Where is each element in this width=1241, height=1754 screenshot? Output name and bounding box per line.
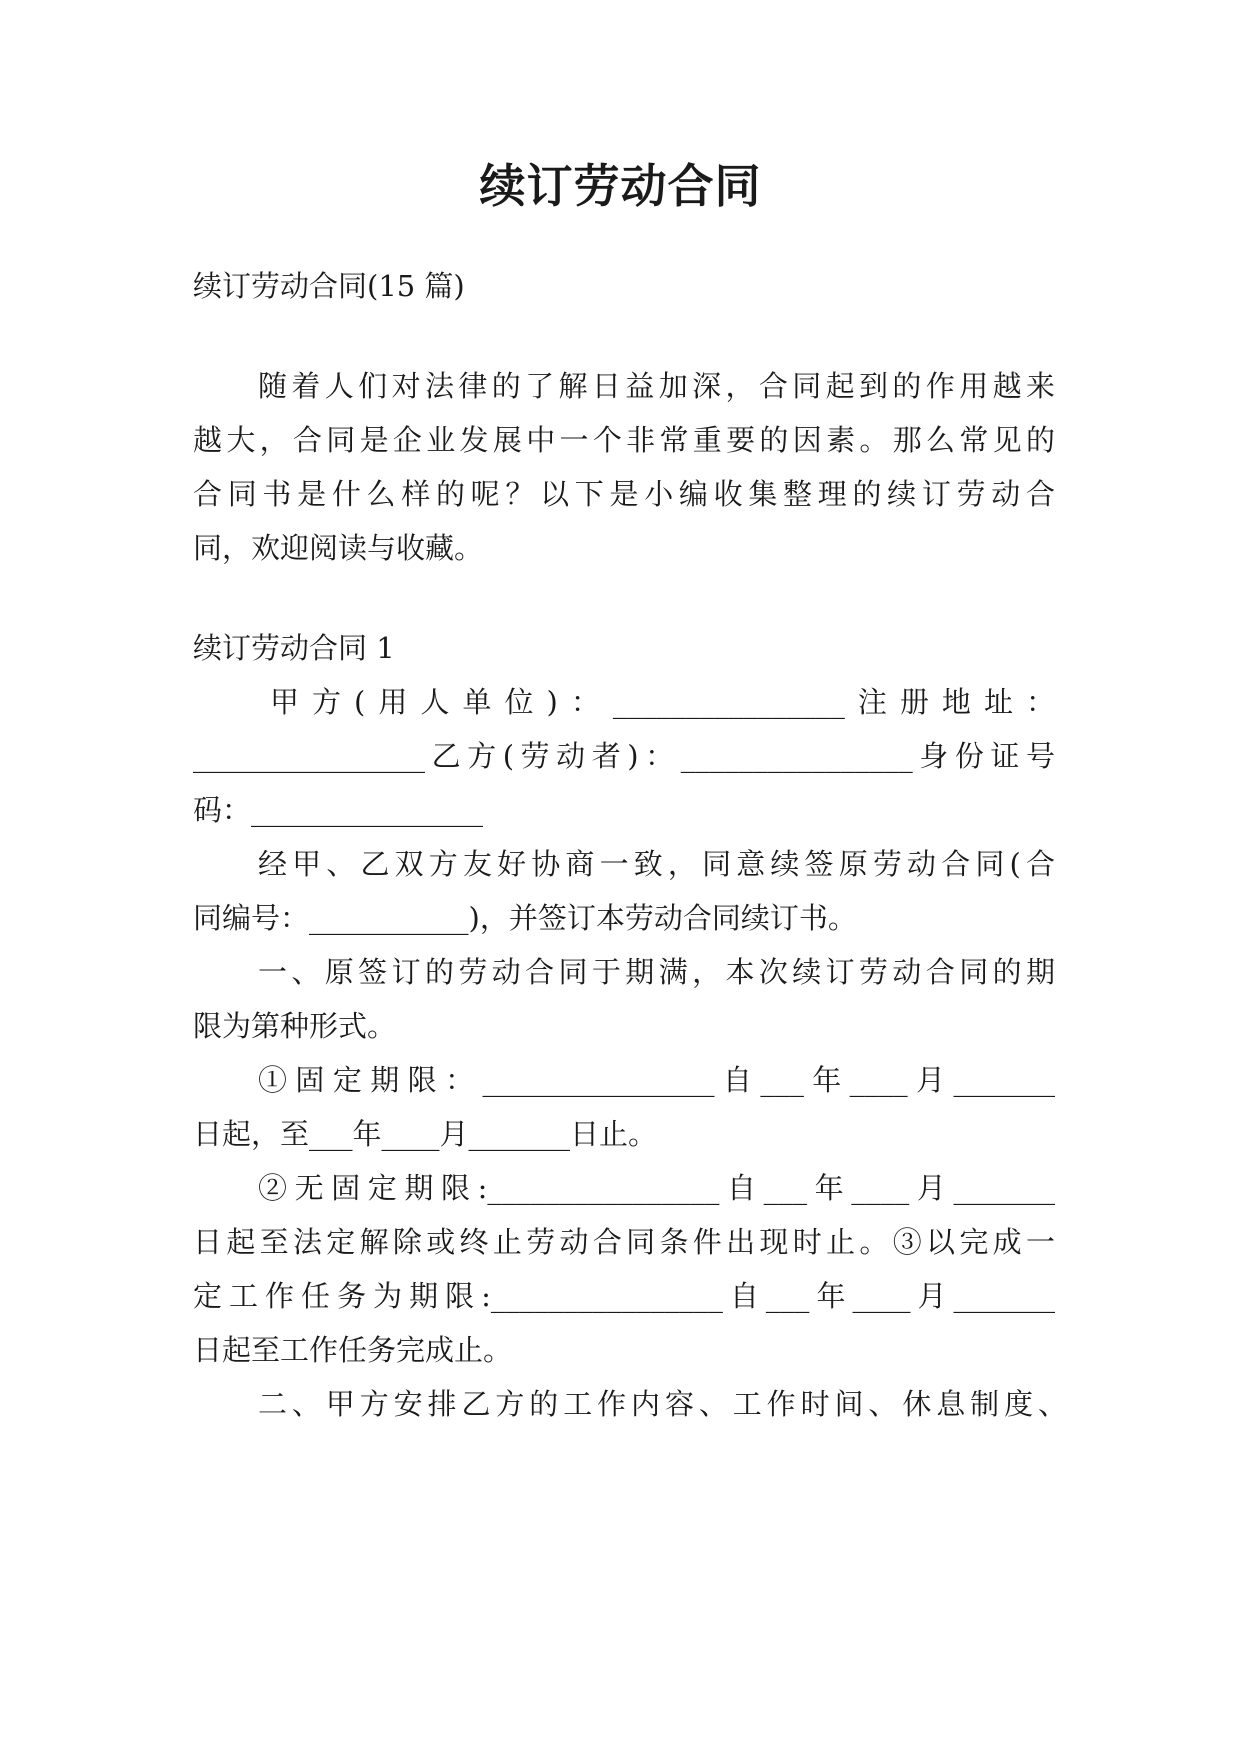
body-line-7: 限为第种形式。: [193, 1009, 397, 1043]
body-line-10: ②无固定期限:________________自___年____月_______: [258, 1171, 1055, 1205]
body-line-3: 码：________________: [193, 793, 484, 827]
body-line-13: 日起至工作任务完成止。: [193, 1333, 513, 1367]
body-line-11: 日起至法定解除或终止劳动合同条件出现时止。③以完成一: [193, 1225, 1055, 1259]
intro-line-4: 同，欢迎阅读与收藏。: [193, 531, 484, 565]
body-line-14: 二、甲方安排乙方的工作内容、工作时间、休息制度、: [258, 1387, 1067, 1421]
body-line-1: 甲方(用人单位)：________________注册地址：: [270, 685, 1055, 719]
body-line-8: ①固定期限：________________自___年____月_______: [258, 1063, 1055, 1097]
body-line-9: 日起，至___年____月_______日止。: [193, 1117, 658, 1151]
body-line-12: 定工作任务为期限:________________自___年____月_______: [193, 1279, 1055, 1313]
body-line-4: 经甲、乙双方友好协商一致，同意续签原劳动合同(合: [258, 847, 1055, 881]
body-line-6: 一、原签订的劳动合同于期满，本次续订劳动合同的期: [258, 955, 1055, 989]
body-line-5: 同编号：___________)，并签订本劳动合同续订书。: [193, 901, 857, 935]
document-subtitle: 续订劳动合同(15 篇): [193, 269, 465, 303]
intro-line-1: 随着人们对法律的了解日益加深，合同起到的作用越来: [258, 369, 1055, 403]
intro-line-2: 越大，合同是企业发展中一个非常重要的因素。那么常见的: [193, 423, 1055, 457]
body-line-2: ________________乙方(劳动者)：________________身份证号: [193, 739, 1055, 773]
section-heading: 续订劳动合同 1: [193, 631, 395, 665]
document-title: 续订劳动合同: [479, 159, 762, 213]
intro-line-3: 合同书是什么样的呢？以下是小编收集整理的续订劳动合: [193, 477, 1055, 511]
